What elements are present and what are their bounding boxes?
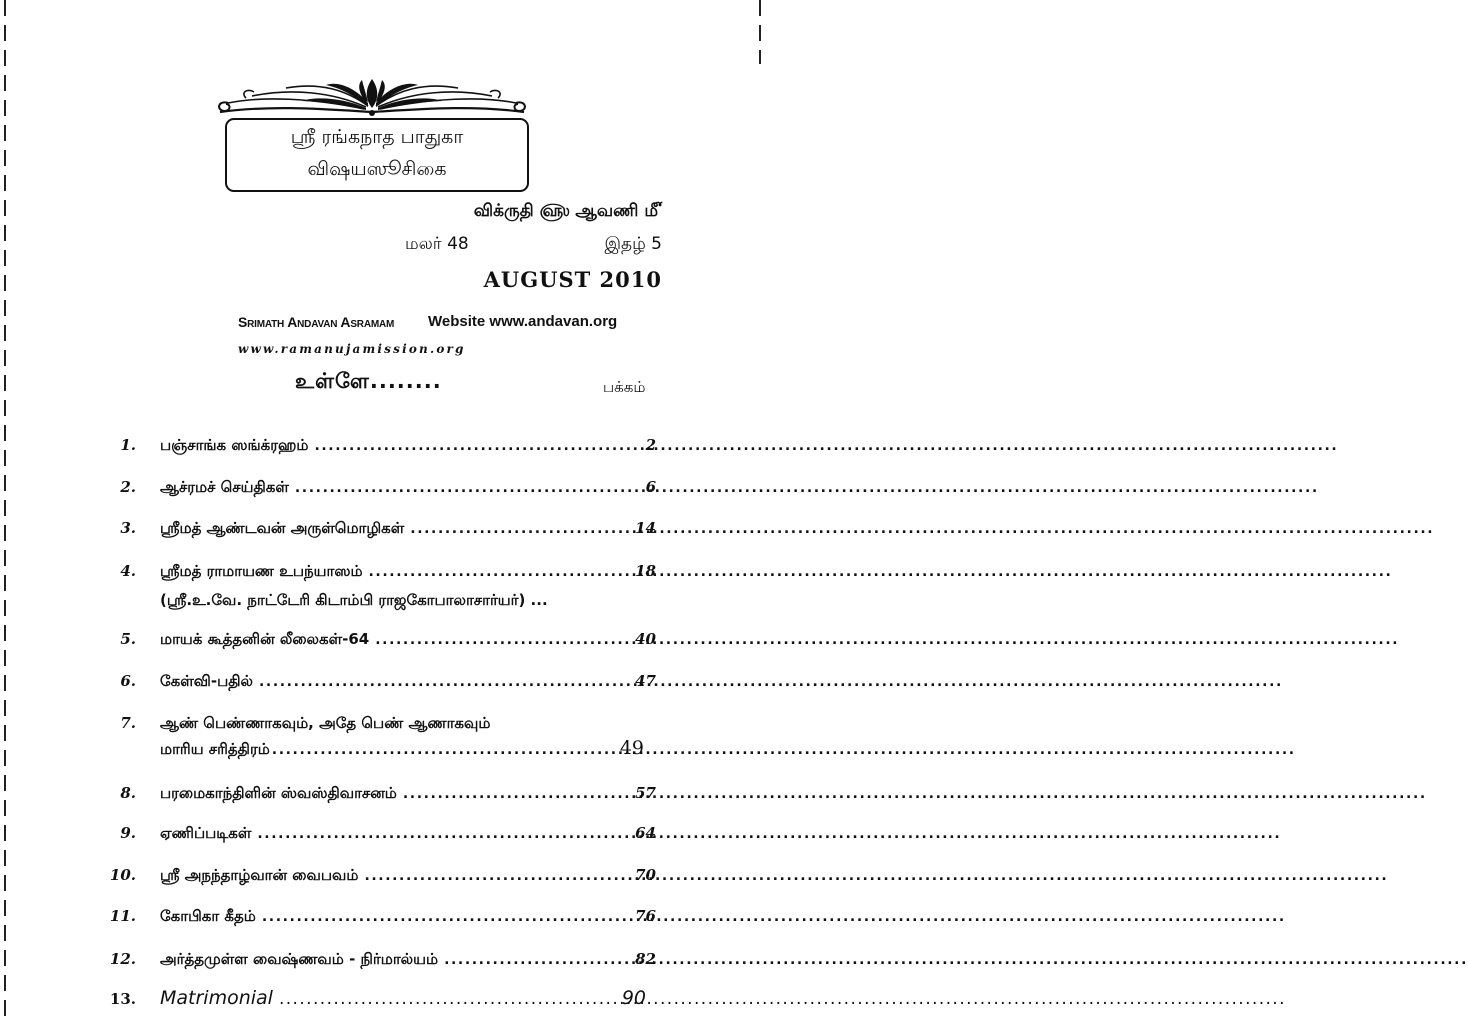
contents-row-continuation	[100, 737, 644, 763]
item-number: 3.	[120, 519, 136, 537]
contents-row	[100, 478, 656, 504]
item-page: 49	[619, 737, 644, 759]
dot-leader	[375, 632, 629, 648]
item-title: பஞ்சாங்க ஸங்க்ரஹம்	[160, 436, 309, 454]
item-number: 9.	[120, 824, 136, 842]
website-line: Website www.andavan.org	[428, 313, 618, 330]
website-secondary: www.ramanujamission.org	[238, 342, 466, 356]
contents-row	[100, 907, 656, 933]
contents-row	[100, 519, 656, 545]
organisation-name: Srimath Andavan Asramam	[238, 314, 395, 330]
item-number: 11.	[109, 907, 136, 925]
dot-leader	[279, 989, 616, 1009]
item-title: அர்த்தமுள்ள வைஷ்ணவம் - நிர்மால்யம்	[160, 950, 439, 968]
dot-leader	[314, 438, 639, 454]
dot-leader	[369, 564, 630, 580]
item-subtitle: மாரிய சரித்திரம்	[160, 740, 270, 758]
year-month-line: விக்ருதி ௵ ஆவணி ௴	[473, 201, 662, 221]
issue-number: இதழ் 5	[604, 234, 662, 254]
contents-row	[100, 987, 646, 1013]
item-page: 76	[635, 907, 656, 925]
magazine-title-box	[225, 118, 529, 192]
item-title: ஸ்ரீமத் ராமாயண உபந்யாஸம்	[160, 562, 363, 580]
item-page: 2	[645, 436, 656, 454]
issue-date: AUGUST 2010	[483, 267, 662, 292]
item-page: 70	[635, 866, 656, 884]
item-title: ஸ்ரீமத் ஆண்டவன் அருள்மொழிகள்	[160, 519, 405, 537]
item-page: 40	[635, 630, 656, 648]
contents-row	[100, 866, 656, 892]
item-page: 6	[645, 478, 656, 496]
item-number: 10.	[109, 866, 136, 884]
item-title: மாயக் கூத்தனின் லீலைகள்-64	[160, 630, 370, 648]
item-title: ஸ்ரீ அநந்தாழ்வான் வைபவம்	[160, 866, 359, 884]
item-number: 6.	[120, 672, 136, 690]
item-number: 12.	[109, 950, 136, 968]
item-page: 14	[635, 519, 656, 537]
volume-number: மலர் 48	[405, 234, 469, 254]
contents-row	[100, 784, 656, 810]
item-number: 5.	[120, 630, 136, 648]
item-page: 82	[635, 950, 656, 968]
item-title: பரமைகாந்திளின் ஸ்வஸ்திவாசனம்	[160, 784, 397, 802]
dot-leader	[364, 868, 629, 884]
dot-leader	[295, 480, 640, 496]
ornament-flourish	[212, 76, 532, 122]
item-number: 4.	[120, 562, 136, 580]
item-page: 64	[635, 824, 656, 842]
dot-leader	[444, 952, 629, 968]
page-column-heading: பக்கம்	[603, 378, 646, 396]
item-page: 47	[635, 672, 656, 690]
dot-leader	[272, 742, 614, 758]
item-title: ஆச்ரமச் செய்திகள்	[160, 478, 289, 496]
item-subtitle: (ஸ்ரீ.உ.வே. நாட்டேரி கிடாம்பி ராஜகோபாலாசார்யர்) ...	[160, 591, 548, 609]
item-title: ஏணிப்படிகள்	[160, 824, 252, 842]
binding-dash-line-right	[759, 0, 761, 64]
item-number: 7.	[120, 714, 136, 732]
contents-row	[100, 672, 656, 698]
contents-row	[100, 436, 656, 462]
dot-leader	[262, 909, 629, 925]
dot-leader	[403, 786, 629, 802]
item-number: 2.	[120, 478, 136, 496]
item-title: கோபிகா கீதம்	[160, 907, 256, 925]
item-number: 8.	[120, 784, 136, 802]
magazine-title-line1: ஸ்ரீ ரங்கநாத பாதுகா	[290, 126, 464, 148]
item-title: ஆண் பெண்ணாகவும், அதே பெண் ஆணாகவும்	[160, 714, 491, 732]
item-page: 57	[635, 784, 656, 802]
magazine-title-line2: விஷயஸூசிகை	[307, 158, 447, 180]
item-page: 18	[635, 562, 656, 580]
item-number: 1.	[120, 436, 136, 454]
contents-row	[100, 824, 656, 850]
dot-leader	[257, 826, 629, 842]
contents-row	[100, 950, 656, 976]
binding-dash-line-left	[4, 0, 6, 1024]
item-title: Matrimonial	[160, 987, 273, 1009]
contents-heading: உள்ளே........	[295, 369, 442, 393]
item-number: 13.	[109, 990, 136, 1008]
contents-row	[100, 562, 656, 588]
item-title: கேள்வி-பதில்	[160, 672, 253, 690]
contents-row-continuation	[100, 591, 656, 617]
dot-leader	[410, 521, 629, 537]
item-page: 90	[621, 987, 646, 1009]
dot-leader	[259, 674, 629, 690]
contents-row	[100, 630, 656, 656]
